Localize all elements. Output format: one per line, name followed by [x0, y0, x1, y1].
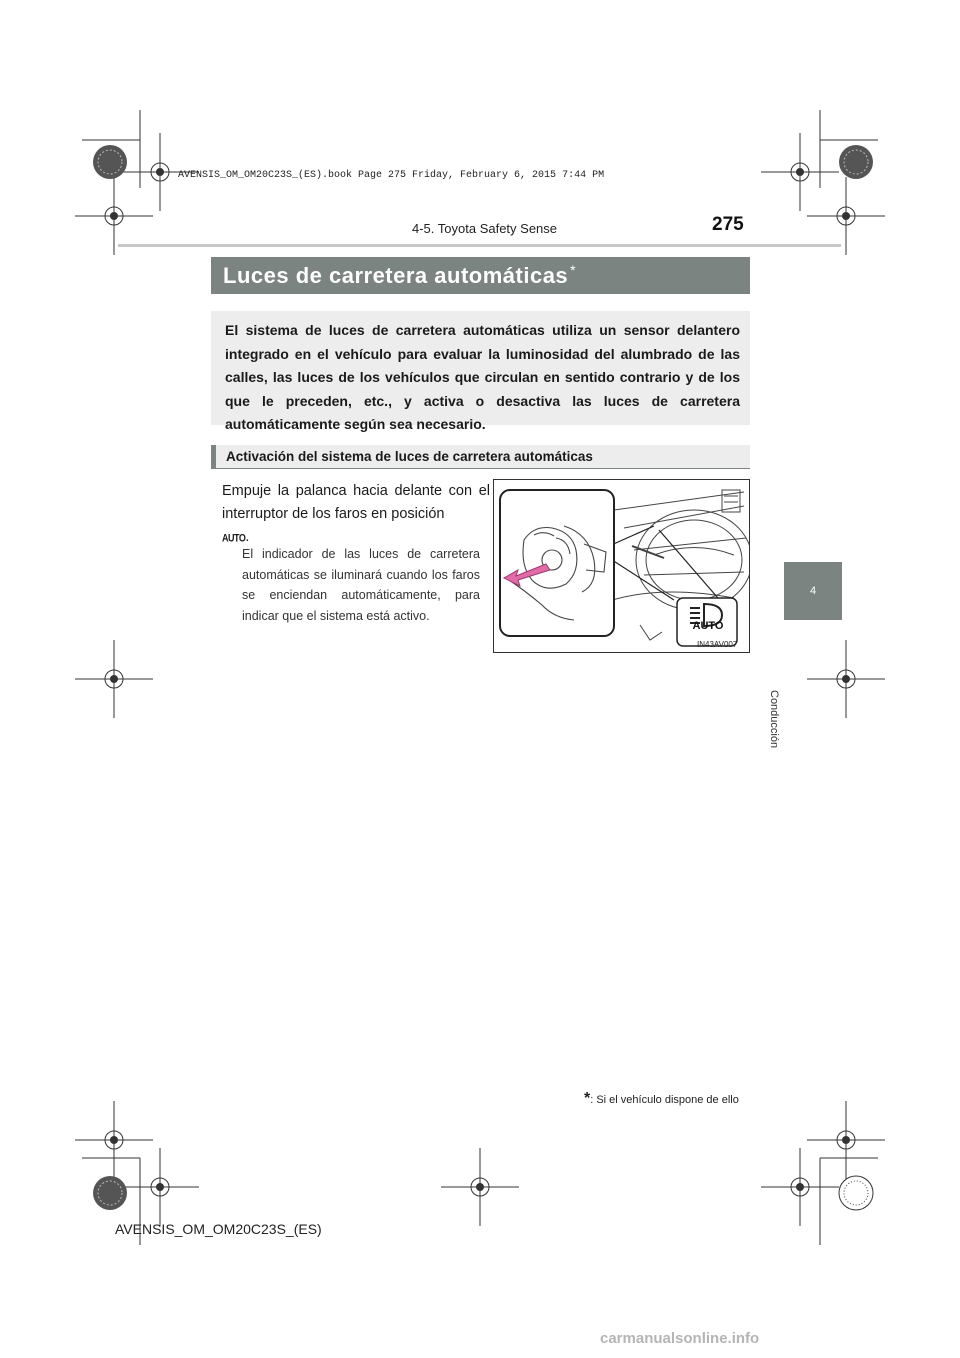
book-file-line: AVENSIS_OM_OM20C23S_(ES).book Page 275 Friday, February 6, 2015 7:44 PM: [178, 170, 605, 181]
chapter-label: Conducción: [768, 690, 780, 749]
headlight-switch-figure: [493, 479, 750, 653]
section-heading: Activación del sistema de luces de carretera automáticas: [211, 445, 750, 469]
footnote-text: : Si el vehículo dispone de ello: [590, 1094, 739, 1106]
intro-paragraph: El sistema de luces de carretera automáticas utiliza un sensor delantero integrado en el vehículo para evaluar la luminosidad del alumbrado de las calles, las luces de los vehículos que circulan en sentido contrario y de los que le preceden, etc., y activa o desactiva las luces de carretera automáticamente según sea necesario.: [211, 311, 750, 425]
footnote-marker: *: [584, 1090, 591, 1107]
chapter-tab: [784, 562, 842, 620]
chapter-number: 4: [809, 585, 817, 597]
figure-code: IN43AV007: [697, 640, 738, 649]
page-title: [211, 257, 750, 294]
instruction-paragraph: [222, 480, 490, 550]
section-rule: [211, 468, 750, 469]
auto-position-symbol: AUTO: [222, 531, 246, 544]
indicator-auto-label: AUTO: [692, 620, 724, 632]
availability-marker: *: [570, 261, 577, 278]
document-id: AVENSIS_OM_OM20C23S_(ES): [115, 1221, 322, 1237]
instruction-end: .: [245, 529, 250, 545]
page-title-text: Luces de carretera automáticas: [223, 262, 569, 288]
starburst-bottom-left-icon: [93, 1176, 127, 1210]
running-head: 4-5. Toyota Safety Sense: [412, 221, 558, 236]
page-number: 275: [712, 214, 744, 235]
indicator-note: El indicador de las luces de carretera automáticas se iluminará cuando los faros se enciendan automáticamente, para indicar que el sistema está activo.: [242, 547, 480, 623]
starburst-bottom-right-icon: [839, 1176, 873, 1210]
site-watermark: carmanualsonline.info: [600, 1330, 760, 1347]
starburst-top-left-icon: [93, 145, 127, 179]
header-rule: [118, 244, 841, 247]
instruction-text: Empuje la palanca hacia delante con el interruptor de los faros en posición: [222, 483, 490, 522]
footnote: [584, 1090, 739, 1108]
starburst-top-right-icon: [839, 145, 873, 179]
